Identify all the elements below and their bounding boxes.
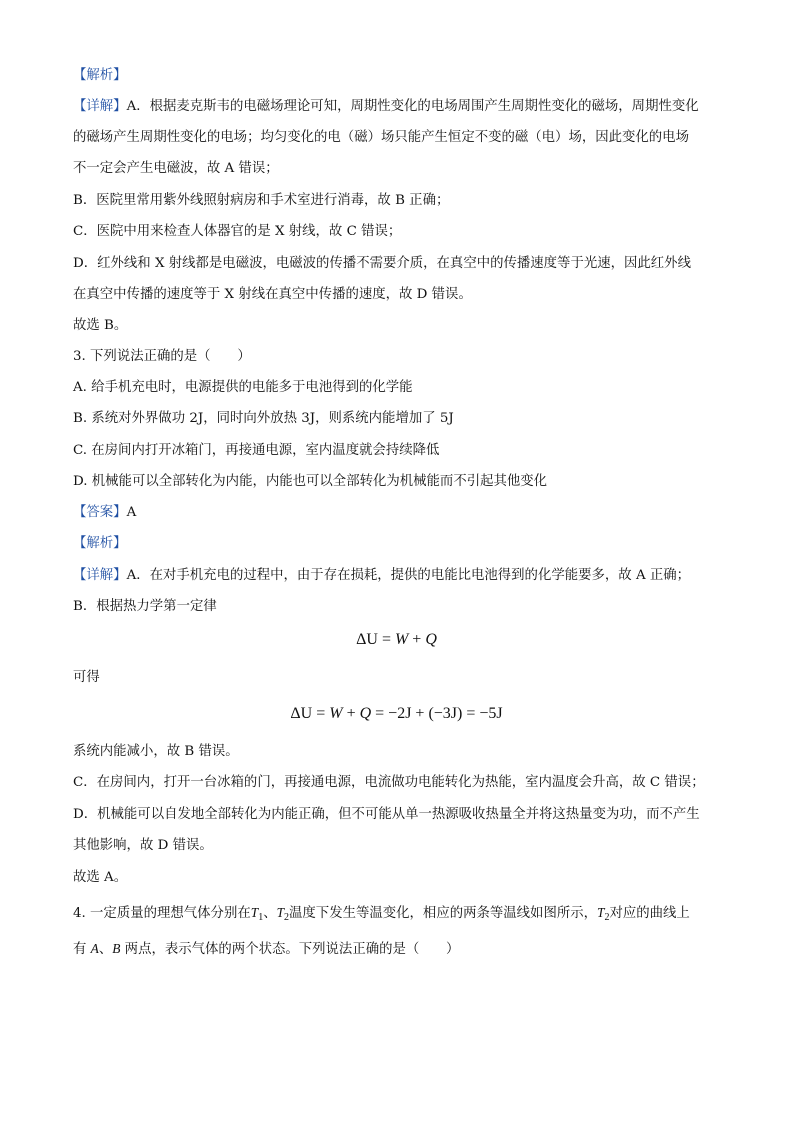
q3-option-d-explanation: D．机械能可以自发地全部转化为内能正确，但不可能从单一热源吸收热量全并将这热量变为功，而不产生 <box>73 807 700 822</box>
q3-option-c-explanation: C．在房间内，打开一台冰箱的门，再接通电源，电流做功电能转化为热能，室内温度会升高，故 C 错误； <box>73 775 705 790</box>
question-3-option-a: A. 给手机充电时，电源提供的电能多于电池得到的化学能 <box>73 380 413 395</box>
point-b: B <box>112 941 121 956</box>
formula-calculation: ΔU = W + Q = −2J + (−3J) = −5J <box>290 705 503 722</box>
formula-result: = −2J + (−3J) = −5J <box>371 705 503 722</box>
question-3-stem: 3. 下列说法正确的是（ ） <box>73 349 251 364</box>
formula-lhs: ΔU <box>290 705 313 722</box>
answer-line <box>73 503 725 523</box>
formula-first-law: ΔU = W + Q <box>356 631 437 648</box>
answer-value: A <box>126 505 137 520</box>
temperature-t2: $T_2$ <box>276 905 290 923</box>
answer-label: 【答案】 <box>73 505 127 520</box>
q3-option-b-intro: B．根据热力学第一定律 <box>73 599 217 614</box>
detail-label: 【详解】 <box>73 99 127 114</box>
conclusion: 故选 A。 <box>73 870 128 885</box>
formula-w: W <box>394 631 409 648</box>
formula-w: W <box>329 705 343 722</box>
question-3-option-d: D. 机械能可以全部转化为内能，内能也可以全部转化为机械能而不引起其他变化 <box>73 474 548 489</box>
conclusion: 故选 B。 <box>73 318 128 333</box>
option-a-explanation-cont: 不一定会产生电磁波，故 A 错误； <box>73 161 279 176</box>
formula-lhs: ΔU <box>356 631 378 648</box>
formula-q: Q <box>359 705 372 722</box>
option-a-explanation: A．根据麦克斯韦的电磁场理论可知，周期性变化的电场周围产生周期性变化的磁场，周期性变化 <box>126 99 699 114</box>
analysis-label: 【解析】 <box>73 536 127 551</box>
q3-option-a-explanation: A．在对手机充电的过程中，由于存在损耗，提供的电能比电池得到的化学能要多，故 A 正确； <box>126 568 691 583</box>
detail-paragraph-line <box>73 566 725 586</box>
q3-option-b-conclusion: 系统内能减小，故 B 错误。 <box>73 744 239 759</box>
analysis-label: 【解析】 <box>73 68 127 83</box>
question-4-stem: 4. 一定质量的理想气体分别在$T_1$、$T_2$温度下发生等温变化，相应的两条等温线如图所示，$T_2$对应的曲线上 <box>73 905 690 923</box>
detail-label: 【详解】 <box>73 568 127 583</box>
temperature-t1: $T_1$ <box>250 905 264 923</box>
q3-option-d-explanation-cont: 其他影响，故 D 错误。 <box>73 838 213 853</box>
derive-text: 可得 <box>73 670 100 685</box>
formula-q: Q <box>425 631 437 648</box>
question-3-option-b: B. 系统对外界做功 2J，同时向外放热 3J，则系统内能增加了 5J <box>73 411 454 426</box>
option-d-explanation: D．红外线和 X 射线都是电磁波，电磁波的传播不需要介质，在真空中的传播速度等于光速，因此红外线 <box>73 256 691 271</box>
option-c-explanation: C．医院中用来检查人体器官的是 X 射线，故 C 错误； <box>73 224 402 239</box>
option-b-explanation: B．医院里常用紫外线照射病房和手术室进行消毒，故 B 正确； <box>73 193 450 208</box>
option-d-explanation-cont: 在真空中传播的速度等于 X 射线在真空中传播的速度，故 D 错误。 <box>73 287 472 302</box>
temperature-t2: $T_2$ <box>597 905 610 923</box>
question-4-stem-cont: 有 A、B 两点，表示气体的两个状态。下列说法正确的是（ ） <box>73 941 460 957</box>
point-a: A <box>90 941 99 956</box>
option-a-explanation-cont: 的磁场产生周期性变化的电场；均匀变化的电（磁）场只能产生恒定不变的磁（电）场，因此变化的电场 <box>73 130 689 145</box>
question-3-option-c: C. 在房间内打开冰箱门，再接通电源，室内温度就会持续降低 <box>73 443 440 458</box>
detail-paragraph-line <box>73 97 725 117</box>
